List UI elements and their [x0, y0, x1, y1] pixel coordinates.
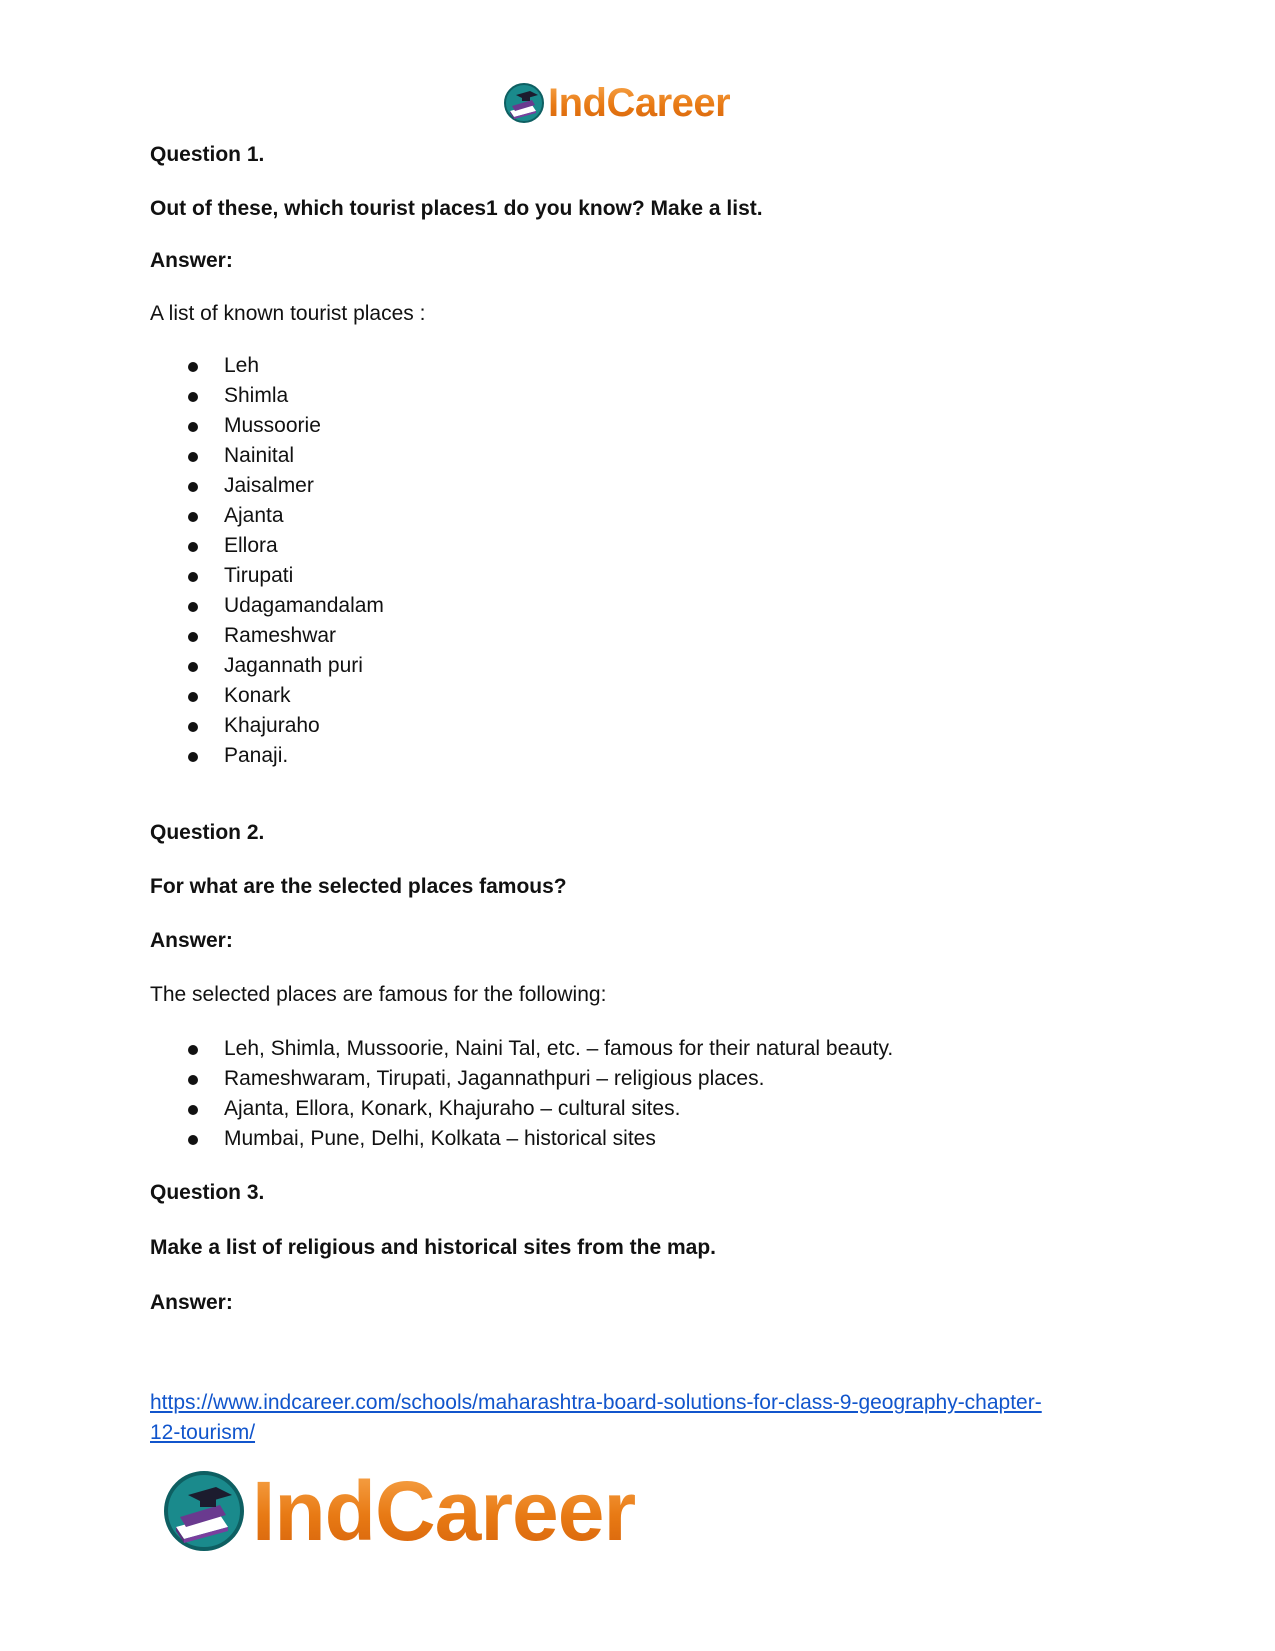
graduate-book-icon — [502, 81, 546, 125]
question-2-heading: Question 2. — [150, 821, 265, 844]
bullet-icon — [188, 512, 198, 522]
list-item: Rameshwaram, Tirupati, Jagannathpuri – religious places. — [150, 1066, 893, 1096]
footer-logo — [160, 1465, 635, 1557]
list-item: Nainital — [150, 443, 384, 473]
bullet-icon — [188, 422, 198, 432]
question-1-text: Out of these, which tourist places1 do you know? Make a list. — [150, 197, 763, 220]
list-item: Leh, Shimla, Mussoorie, Naini Tal, etc. – famous for their natural beauty. — [150, 1036, 893, 1066]
list-item: Jagannath puri — [150, 653, 384, 683]
source-link-line-1[interactable]: https://www.indcareer.com/schools/maharashtra-board-solutions-for-class-9-geography-chapter- — [150, 1391, 1042, 1414]
bullet-icon — [188, 752, 198, 762]
question-1-answer-intro: A list of known tourist places : — [150, 302, 426, 325]
graduate-book-icon — [160, 1467, 248, 1555]
list-item: Ellora — [150, 533, 384, 563]
footer-logo-text: IndCareer — [252, 1464, 636, 1558]
bullet-icon — [188, 542, 198, 552]
question-2-text: For what are the selected places famous? — [150, 875, 567, 898]
source-link[interactable] — [150, 1388, 1150, 1448]
list-item: Khajuraho — [150, 713, 384, 743]
bullet-icon — [188, 452, 198, 462]
bullet-icon — [188, 362, 198, 372]
question-1-heading: Question 1. — [150, 143, 265, 166]
question-3-heading: Question 3. — [150, 1181, 265, 1204]
question-1-answer-label: Answer: — [150, 249, 233, 272]
list-item: Tirupati — [150, 563, 384, 593]
bullet-icon — [188, 482, 198, 492]
list-item: Shimla — [150, 383, 384, 413]
bullet-icon — [188, 602, 198, 612]
list-item: Jaisalmer — [150, 473, 384, 503]
list-item: Panaji. — [150, 743, 384, 773]
bullet-icon — [188, 572, 198, 582]
list-item: Ajanta, Ellora, Konark, Khajuraho – cultural sites. — [150, 1096, 893, 1126]
question-2-answer-label: Answer: — [150, 929, 233, 952]
bullet-icon — [188, 632, 198, 642]
bullet-icon — [188, 1135, 198, 1145]
question-2-answer-intro: The selected places are famous for the following: — [150, 983, 607, 1006]
header-logo-text: IndCareer — [548, 81, 731, 125]
header-logo — [502, 80, 730, 126]
list-item: Leh — [150, 353, 384, 383]
bullet-icon — [188, 1045, 198, 1055]
list-item: Rameshwar — [150, 623, 384, 653]
bullet-icon — [188, 722, 198, 732]
famous-places-list — [150, 1036, 893, 1156]
list-item: Udagamandalam — [150, 593, 384, 623]
bullet-icon — [188, 1075, 198, 1085]
question-3-text: Make a list of religious and historical sites from the map. — [150, 1236, 716, 1259]
list-item: Mumbai, Pune, Delhi, Kolkata – historical sites — [150, 1126, 893, 1156]
list-item: Ajanta — [150, 503, 384, 533]
bullet-icon — [188, 392, 198, 402]
source-link-line-2[interactable]: 12-tourism/ — [150, 1421, 256, 1444]
list-item: Konark — [150, 683, 384, 713]
tourist-places-list — [150, 353, 384, 773]
question-3-answer-label: Answer: — [150, 1291, 233, 1314]
bullet-icon — [188, 692, 198, 702]
bullet-icon — [188, 1105, 198, 1115]
list-item: Mussoorie — [150, 413, 384, 443]
bullet-icon — [188, 662, 198, 672]
